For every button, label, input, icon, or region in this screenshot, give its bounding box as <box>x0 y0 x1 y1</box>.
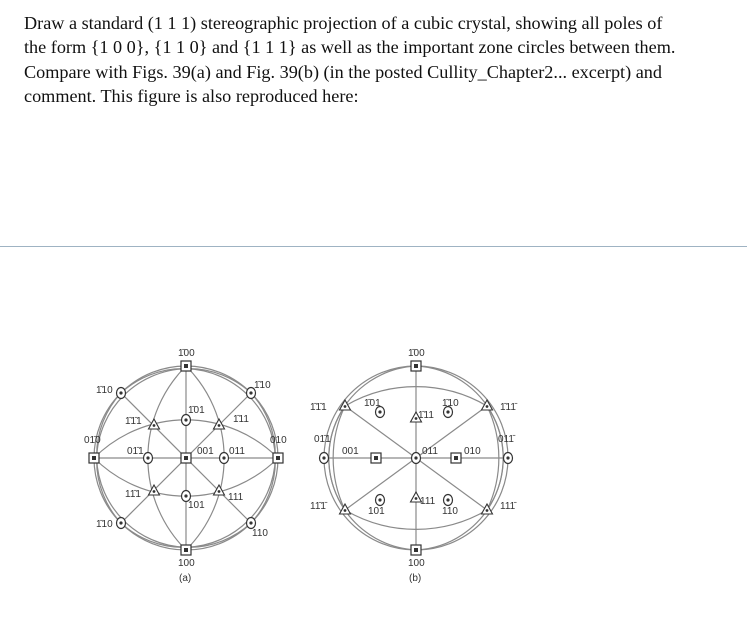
svg-text:110: 110 <box>442 506 458 517</box>
svg-text:111̄: 111̄ <box>500 501 516 512</box>
svg-text:110: 110 <box>252 528 268 539</box>
svg-text:011: 011 <box>229 446 245 457</box>
svg-text:11̄1̄: 11̄1̄ <box>310 501 326 512</box>
svg-text:1̄10: 1̄10 <box>442 398 459 409</box>
question-line-2: the form {1 0 0}, {1 1 0} and {1 1 1} as well as the important zone circles between them. <box>24 37 676 58</box>
svg-text:101: 101 <box>368 506 385 517</box>
panel-b-caption: (b) <box>409 573 422 584</box>
svg-text:1̄10: 1̄10 <box>96 519 113 530</box>
svg-text:100: 100 <box>178 558 195 569</box>
question-line-3: Compare with Figs. 39(a) and Fig. 39(b) (in the posted Cullity_Chapter2... excerpt) and <box>24 61 662 82</box>
svg-text:111: 111 <box>228 492 244 503</box>
svg-text:01̄1: 01̄1 <box>127 446 144 457</box>
svg-text:010: 010 <box>464 446 481 457</box>
svg-text:1̄1̄1: 1̄1̄1 <box>125 416 142 427</box>
svg-text:011: 011 <box>422 446 438 457</box>
svg-text:1̄1̄1: 1̄1̄1 <box>310 402 327 413</box>
svg-text:001: 001 <box>342 446 359 457</box>
svg-text:101: 101 <box>188 500 205 511</box>
svg-text:1̄11: 1̄11 <box>418 410 434 421</box>
svg-text:1̄01: 1̄01 <box>188 405 205 416</box>
stereogram-svg <box>80 340 550 590</box>
svg-text:01̄0: 01̄0 <box>84 435 101 446</box>
svg-text:1̄10: 1̄10 <box>96 385 113 396</box>
question-line-4: comment. This figure is also reproduced here: <box>24 86 359 107</box>
svg-text:1̄01: 1̄01 <box>364 398 381 409</box>
svg-text:011̄: 011̄ <box>498 434 514 445</box>
svg-text:1̄11̄: 1̄11̄ <box>500 402 516 413</box>
question-line-1: Draw a standard (1 1 1) stereographic projection of a cubic crystal, showing all poles of <box>24 13 663 33</box>
svg-text:010: 010 <box>270 435 287 446</box>
svg-text:1̄00: 1̄00 <box>178 348 195 359</box>
divider-line <box>0 246 747 247</box>
svg-text:11̄1: 11̄1 <box>125 489 141 500</box>
svg-text:1̄10: 1̄10 <box>254 380 271 391</box>
svg-text:111: 111 <box>420 496 436 507</box>
svg-text:01̄1: 01̄1 <box>314 434 331 445</box>
stereographic-figure <box>80 340 550 590</box>
svg-text:001: 001 <box>197 446 214 457</box>
svg-text:1̄00: 1̄00 <box>408 348 425 359</box>
svg-text:100: 100 <box>408 558 425 569</box>
svg-text:1̄11: 1̄11 <box>233 414 249 425</box>
question-text <box>24 11 724 109</box>
panel-a-caption: (a) <box>179 573 192 584</box>
